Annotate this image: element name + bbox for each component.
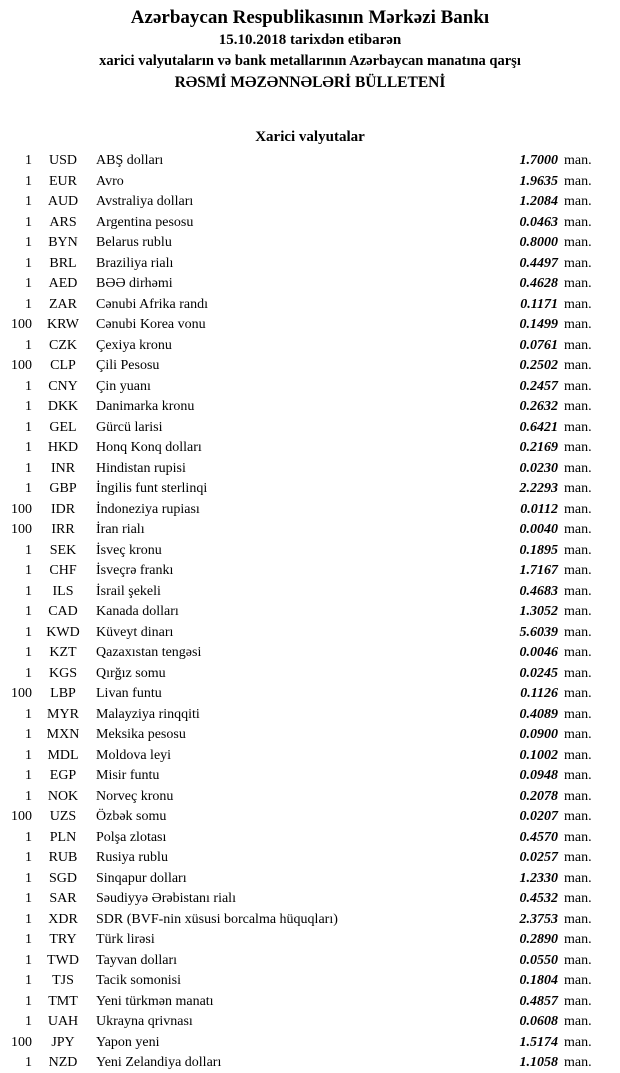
rate-row <box>0 582 620 603</box>
rate-cell: 0.2169 <box>519 440 558 455</box>
qty-cell: 1 <box>25 870 32 886</box>
qty-cell: 100 <box>11 686 32 701</box>
rate-row <box>0 254 620 275</box>
code-cell: BYN <box>48 235 78 250</box>
rate-row <box>0 1053 620 1073</box>
name-cell: Avstraliya dolları <box>96 194 194 209</box>
name-cell: Özbək somu <box>96 809 167 824</box>
rate-row <box>0 397 620 418</box>
rate-row <box>0 602 620 623</box>
qty-cell: 1 <box>25 604 32 619</box>
rate-cell: 0.0948 <box>519 768 558 783</box>
name-cell: Gürcü larisi <box>96 419 163 435</box>
unit-cell: man. <box>564 768 592 783</box>
unit-cell: man. <box>564 788 592 804</box>
unit-cell: man. <box>564 563 592 578</box>
unit-cell: man. <box>564 870 592 886</box>
rate-cell: 1.2084 <box>519 194 558 209</box>
unit-cell: man. <box>564 665 592 681</box>
rate-cell: 0.0900 <box>519 727 558 742</box>
rate-cell: 0.0761 <box>519 337 558 353</box>
qty-cell: 1 <box>25 624 32 640</box>
rate-row <box>0 828 620 849</box>
rate-row <box>0 910 620 931</box>
rate-cell: 0.6421 <box>519 419 558 435</box>
rate-cell: 0.4570 <box>519 829 558 845</box>
rate-row <box>0 787 620 808</box>
code-cell: GEL <box>49 419 77 435</box>
effective-date-line: 15.10.2018 tarixdən etibarən <box>218 32 402 48</box>
name-cell: Türk lirəsi <box>96 932 155 947</box>
name-cell: İsveçrə frankı <box>96 563 174 578</box>
rates-list <box>0 151 620 1073</box>
unit-cell: man. <box>564 911 592 927</box>
qty-cell: 1 <box>25 419 32 435</box>
qty-cell: 1 <box>25 296 32 312</box>
qty-cell: 1 <box>25 1055 32 1070</box>
code-cell: KZT <box>49 645 77 660</box>
rate-row <box>0 459 620 480</box>
rate-row <box>0 725 620 746</box>
rate-row <box>0 930 620 951</box>
code-cell: CLP <box>50 358 76 373</box>
name-cell: Cənubi Afrika randı <box>96 296 208 312</box>
rate-cell: 1.5174 <box>519 1034 558 1050</box>
code-cell: CHF <box>49 563 77 578</box>
unit-cell: man. <box>564 153 592 168</box>
rate-row <box>0 438 620 459</box>
name-cell: İngilis funt sterlinqi <box>96 481 208 496</box>
unit-cell: man. <box>564 1034 592 1050</box>
code-cell: IDR <box>50 501 76 517</box>
unit-cell: man. <box>564 317 592 332</box>
name-cell: Braziliya rialı <box>96 255 174 271</box>
rate-cell: 0.4532 <box>519 891 558 906</box>
unit-cell: man. <box>564 993 592 1009</box>
rate-cell: 0.0245 <box>519 665 558 681</box>
qty-cell: 100 <box>11 522 32 537</box>
qty-cell: 1 <box>25 932 32 947</box>
rate-row <box>0 356 620 377</box>
qty-cell: 1 <box>25 563 32 578</box>
unit-cell: man. <box>564 173 592 189</box>
code-cell: JPY <box>51 1034 75 1050</box>
qty-cell: 100 <box>11 809 32 824</box>
name-cell: İran rialı <box>96 522 145 537</box>
rate-row <box>0 233 620 254</box>
rate-row <box>0 889 620 910</box>
rate-cell: 0.1171 <box>520 296 558 312</box>
unit-cell: man. <box>564 727 592 742</box>
code-cell: GBP <box>49 481 77 496</box>
code-cell: LBP <box>50 686 76 701</box>
qty-cell: 1 <box>25 1014 32 1029</box>
qty-cell: 100 <box>11 358 32 373</box>
rate-row <box>0 848 620 869</box>
code-cell: CAD <box>48 604 78 619</box>
name-cell: Honq Konq dolları <box>96 440 202 455</box>
name-cell: Kanada dolları <box>96 604 179 619</box>
qty-cell: 1 <box>25 399 32 414</box>
rate-cell: 1.1058 <box>519 1055 558 1070</box>
unit-cell: man. <box>564 604 592 619</box>
unit-cell: man. <box>564 645 592 660</box>
unit-cell: man. <box>564 194 592 209</box>
rate-row <box>0 315 620 336</box>
unit-cell: man. <box>564 358 592 373</box>
qty-cell: 1 <box>25 665 32 681</box>
qty-cell: 1 <box>25 993 32 1009</box>
qty-cell: 1 <box>25 973 32 988</box>
code-cell: MXN <box>46 727 80 742</box>
unit-cell: man. <box>564 214 592 230</box>
code-cell: BRL <box>49 255 77 271</box>
code-cell: RUB <box>48 850 78 865</box>
name-cell: Səudiyyə Ərəbistanı rialı <box>96 891 236 906</box>
document-subtitle: xarici valyutaların və bank metallarının Azərbaycan manatına qarşı <box>99 53 521 69</box>
rate-cell: 0.4089 <box>519 706 558 722</box>
unit-cell: man. <box>564 624 592 640</box>
name-cell: Rusiya rublu <box>96 850 168 865</box>
rate-row <box>0 971 620 992</box>
unit-cell: man. <box>564 891 592 906</box>
rate-cell: 0.2457 <box>519 378 558 394</box>
rate-row <box>0 274 620 295</box>
qty-cell: 1 <box>25 788 32 804</box>
rate-row <box>0 418 620 439</box>
rate-cell: 0.0550 <box>519 952 558 968</box>
code-cell: XDR <box>48 911 78 927</box>
qty-cell: 1 <box>25 481 32 496</box>
qty-cell: 1 <box>25 337 32 353</box>
rate-cell: 1.7167 <box>519 563 558 578</box>
qty-cell: 1 <box>25 829 32 845</box>
code-cell: PLN <box>49 829 77 845</box>
code-cell: TRY <box>49 932 77 947</box>
unit-cell: man. <box>564 1014 592 1029</box>
code-cell: SAR <box>49 891 77 906</box>
rate-row <box>0 520 620 541</box>
qty-cell: 1 <box>25 235 32 250</box>
code-cell: EUR <box>49 173 77 189</box>
unit-cell: man. <box>564 235 592 250</box>
unit-cell: man. <box>564 460 592 476</box>
name-cell: Ukrayna qrivnası <box>96 1014 193 1029</box>
qty-cell: 1 <box>25 891 32 906</box>
unit-cell: man. <box>564 747 592 763</box>
name-cell: Norveç kronu <box>96 788 174 804</box>
qty-cell: 1 <box>25 214 32 230</box>
rate-row <box>0 1033 620 1054</box>
rate-cell: 0.0230 <box>519 460 558 476</box>
rate-row <box>0 213 620 234</box>
code-cell: KWD <box>46 624 80 640</box>
rate-cell: 0.2078 <box>519 788 558 804</box>
name-cell: Tayvan dolları <box>96 952 178 968</box>
rate-cell: 0.0257 <box>519 850 558 865</box>
unit-cell: man. <box>564 850 592 865</box>
code-cell: TJS <box>52 973 74 988</box>
rate-row <box>0 377 620 398</box>
rate-cell: 2.2293 <box>519 481 558 496</box>
code-cell: DKK <box>47 399 79 414</box>
rate-cell: 1.2330 <box>519 870 558 886</box>
rate-row <box>0 295 620 316</box>
rate-cell: 0.1002 <box>519 747 558 763</box>
rate-cell: 0.0463 <box>519 214 558 230</box>
unit-cell: man. <box>564 419 592 435</box>
code-cell: KGS <box>48 665 77 681</box>
name-cell: İsveç kronu <box>96 542 162 558</box>
name-cell: Moldova leyi <box>96 747 172 763</box>
name-cell: Cənubi Korea vonu <box>96 317 206 332</box>
name-cell: Misir funtu <box>96 768 160 783</box>
name-cell: Hindistan rupisi <box>96 460 186 476</box>
unit-cell: man. <box>564 378 592 394</box>
name-cell: Belarus rublu <box>96 235 172 250</box>
qty-cell: 1 <box>25 440 32 455</box>
qty-cell: 1 <box>25 378 32 394</box>
rate-row <box>0 500 620 521</box>
rate-cell: 1.9635 <box>519 173 558 189</box>
unit-cell: man. <box>564 829 592 845</box>
name-cell: BƏƏ dirhəmi <box>96 276 173 291</box>
code-cell: TMT <box>48 993 78 1009</box>
name-cell: Tacik somonisi <box>96 973 181 988</box>
rate-row <box>0 869 620 890</box>
code-cell: CZK <box>49 337 77 353</box>
name-cell: Çin yuanı <box>96 378 151 394</box>
qty-cell: 100 <box>11 1034 32 1050</box>
document-header <box>0 6 620 94</box>
qty-cell: 1 <box>25 542 32 558</box>
unit-cell: man. <box>564 337 592 353</box>
unit-cell: man. <box>564 932 592 947</box>
unit-cell: man. <box>564 809 592 824</box>
rate-cell: 0.1499 <box>519 317 558 332</box>
unit-cell: man. <box>564 686 592 701</box>
rate-cell: 0.2632 <box>519 399 558 414</box>
rate-cell: 1.3052 <box>519 604 558 619</box>
code-cell: AED <box>48 276 78 291</box>
code-cell: MYR <box>47 706 79 722</box>
rate-row <box>0 664 620 685</box>
rate-cell: 1.7000 <box>519 153 558 168</box>
name-cell: Danimarka kronu <box>96 399 195 414</box>
unit-cell: man. <box>564 440 592 455</box>
rate-row <box>0 807 620 828</box>
code-cell: AUD <box>47 194 79 209</box>
qty-cell: 1 <box>25 583 32 599</box>
rate-row <box>0 992 620 1013</box>
rate-cell: 0.1895 <box>519 542 558 558</box>
rate-cell: 2.3753 <box>519 911 558 927</box>
name-cell: Qırğız somu <box>96 665 166 681</box>
code-cell: ARS <box>49 214 77 230</box>
code-cell: ILS <box>52 583 74 599</box>
rate-cell: 0.4497 <box>519 255 558 271</box>
name-cell: Avro <box>96 173 124 189</box>
qty-cell: 1 <box>25 173 32 189</box>
qty-cell: 1 <box>25 645 32 660</box>
code-cell: UAH <box>47 1014 79 1029</box>
rate-cell: 0.0112 <box>520 501 558 517</box>
code-cell: MDL <box>47 747 79 763</box>
unit-cell: man. <box>564 522 592 537</box>
rate-row <box>0 766 620 787</box>
rate-row <box>0 172 620 193</box>
name-cell: Çexiya kronu <box>96 337 172 353</box>
rate-cell: 0.8000 <box>519 235 558 250</box>
qty-cell: 1 <box>25 153 32 168</box>
code-cell: INR <box>50 460 76 476</box>
name-cell: Yapon yeni <box>96 1034 160 1050</box>
unit-cell: man. <box>564 501 592 517</box>
code-cell: UZS <box>49 809 77 824</box>
code-cell: EGP <box>49 768 77 783</box>
qty-cell: 1 <box>25 727 32 742</box>
qty-cell: 100 <box>11 501 32 517</box>
code-cell: SGD <box>48 870 77 886</box>
qty-cell: 1 <box>25 460 32 476</box>
unit-cell: man. <box>564 255 592 271</box>
name-cell: Argentina pesosu <box>96 214 194 230</box>
code-cell: CNY <box>48 378 78 394</box>
name-cell: Sinqapur dolları <box>96 870 187 886</box>
rate-cell: 0.0608 <box>519 1014 558 1029</box>
name-cell: Küveyt dinarı <box>96 624 174 640</box>
code-cell: USD <box>48 153 77 168</box>
rate-cell: 0.4683 <box>519 583 558 599</box>
qty-cell: 1 <box>25 706 32 722</box>
unit-cell: man. <box>564 583 592 599</box>
rate-cell: 0.4628 <box>519 276 558 291</box>
unit-cell: man. <box>564 481 592 496</box>
rate-cell: 0.0207 <box>519 809 558 824</box>
bulletin-title: RƏSMİ MƏZƏNNƏLƏRİ BÜLLETENİ <box>174 74 446 91</box>
code-cell: IRR <box>51 522 75 537</box>
rate-cell: 0.1804 <box>519 973 558 988</box>
unit-cell: man. <box>564 399 592 414</box>
qty-cell: 1 <box>25 747 32 763</box>
code-cell: KRW <box>47 317 79 332</box>
qty-cell: 1 <box>25 276 32 291</box>
name-cell: Yeni türkmən manatı <box>96 993 214 1009</box>
rate-cell: 0.1126 <box>520 686 558 701</box>
rate-row <box>0 151 620 172</box>
unit-cell: man. <box>564 706 592 722</box>
name-cell: Livan funtu <box>96 686 162 701</box>
qty-cell: 100 <box>11 317 32 332</box>
bank-title: Azərbaycan Respublikasının Mərkəzi Bankı <box>130 7 490 28</box>
rate-row <box>0 684 620 705</box>
qty-cell: 1 <box>25 194 32 209</box>
qty-cell: 1 <box>25 255 32 271</box>
name-cell: Qazaxıstan tengəsi <box>96 645 202 660</box>
rate-cell: 0.0046 <box>519 645 558 660</box>
rate-cell: 0.0040 <box>519 522 558 537</box>
rate-cell: 0.4857 <box>519 993 558 1009</box>
rate-cell: 0.2890 <box>519 932 558 947</box>
unit-cell: man. <box>564 276 592 291</box>
code-cell: TWD <box>47 952 79 968</box>
name-cell: İsrail şekeli <box>96 583 161 599</box>
rate-row <box>0 643 620 664</box>
name-cell: Polşa zlotası <box>96 829 167 845</box>
qty-cell: 1 <box>25 952 32 968</box>
qty-cell: 1 <box>25 911 32 927</box>
name-cell: İndoneziya rupiası <box>96 501 200 517</box>
rate-row <box>0 951 620 972</box>
qty-cell: 1 <box>25 768 32 783</box>
code-cell: SEK <box>49 542 77 558</box>
code-cell: ZAR <box>49 296 77 312</box>
code-cell: NZD <box>48 1055 78 1070</box>
rate-row <box>0 479 620 500</box>
rate-row <box>0 541 620 562</box>
qty-cell: 1 <box>25 850 32 865</box>
name-cell: Yeni Zelandiya dolları <box>96 1055 222 1070</box>
rate-row <box>0 705 620 726</box>
unit-cell: man. <box>564 542 592 558</box>
rate-row <box>0 336 620 357</box>
unit-cell: man. <box>564 973 592 988</box>
code-cell: HKD <box>47 440 79 455</box>
name-cell: SDR (BVF-nin xüsusi borcalma hüquqları) <box>96 911 338 927</box>
section-title-foreign-currencies: Xarici valyutalar <box>255 129 365 145</box>
rate-row <box>0 192 620 213</box>
rate-cell: 0.2502 <box>519 358 558 373</box>
rate-row <box>0 561 620 582</box>
rate-row <box>0 746 620 767</box>
unit-cell: man. <box>564 296 592 312</box>
name-cell: Çili Pesosu <box>96 358 160 373</box>
rate-cell: 5.6039 <box>519 624 558 640</box>
name-cell: Meksika pesosu <box>96 727 186 742</box>
name-cell: ABŞ dolları <box>96 153 164 168</box>
rate-row <box>0 1012 620 1033</box>
unit-cell: man. <box>564 952 592 968</box>
rate-row <box>0 623 620 644</box>
name-cell: Malayziya rinqqiti <box>96 706 200 722</box>
code-cell: NOK <box>47 788 79 804</box>
unit-cell: man. <box>564 1055 592 1070</box>
